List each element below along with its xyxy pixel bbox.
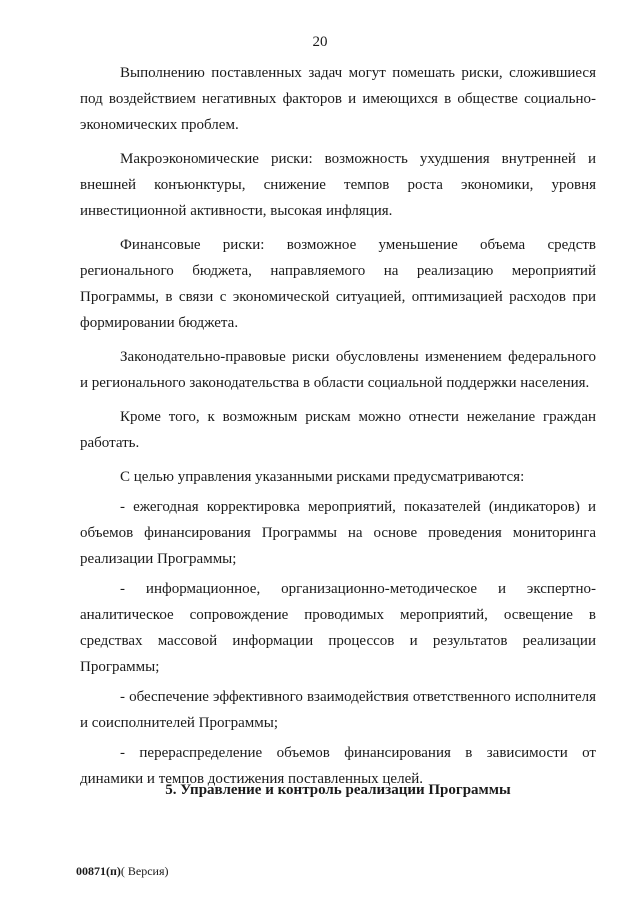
version-label: ( Версия) (120, 864, 169, 878)
document-body (80, 60, 596, 796)
paragraph-legal-risks: Законодательно-правовые риски обусловлены изменением федерального и регионального законодательства в области социальной поддержки населения. (80, 349, 596, 391)
paragraph-risks-intro: Выполнению поставленных задач могут помешать риски, сложившиеся под воздействием негативных факторов и имеющихся в обществе социально-экономических проблем. (80, 65, 596, 133)
list-item-cooperation: - обеспечение эффективного взаимодействия ответственного исполнителя и соисполнителей Программы; (80, 689, 596, 731)
paragraph-risk-management: С целью управления указанными рисками предусматриваются: (120, 469, 525, 485)
paragraph-financial-risks: Финансовые риски: возможное уменьшение объема средств регионального бюджета, направляемого на реализацию мероприятий Программы, в связи с экономической ситуацией, оптимизацией расходов при формировании бюджета. (80, 237, 596, 331)
document-code: 00871(п) (76, 864, 121, 878)
section-heading: 5. Управление и контроль реализации Программы (165, 782, 511, 798)
paragraph-macroeconomic-risks: Макроэкономические риски: возможность ухудшения внутренней и внешней конъюнктуры, снижение темпов роста экономики, уровня инвестиционной активности, высокая инфляция. (80, 151, 596, 219)
list-item-adjustment: - ежегодная корректировка мероприятий, показателей (индикаторов) и объемов финансирования Программы на основе проведения мониторинга реализации Программы; (80, 499, 596, 567)
page-number: 20 (312, 34, 328, 50)
list-item-redistribution: - перераспределение объемов финансирования в зависимости от динамики и темпов достижения поставленных целей. (80, 745, 596, 787)
list-item-information-support: - информационное, организационно-методическое и экспертно-аналитическое сопровождение проводимых мероприятий, освещение в средствах массовой информации процессов и результатов реализации Программы; (80, 581, 596, 675)
footer (76, 864, 169, 879)
paragraph-other-risks: Кроме того, к возможным рискам можно отнести нежелание граждан работать. (80, 409, 596, 451)
